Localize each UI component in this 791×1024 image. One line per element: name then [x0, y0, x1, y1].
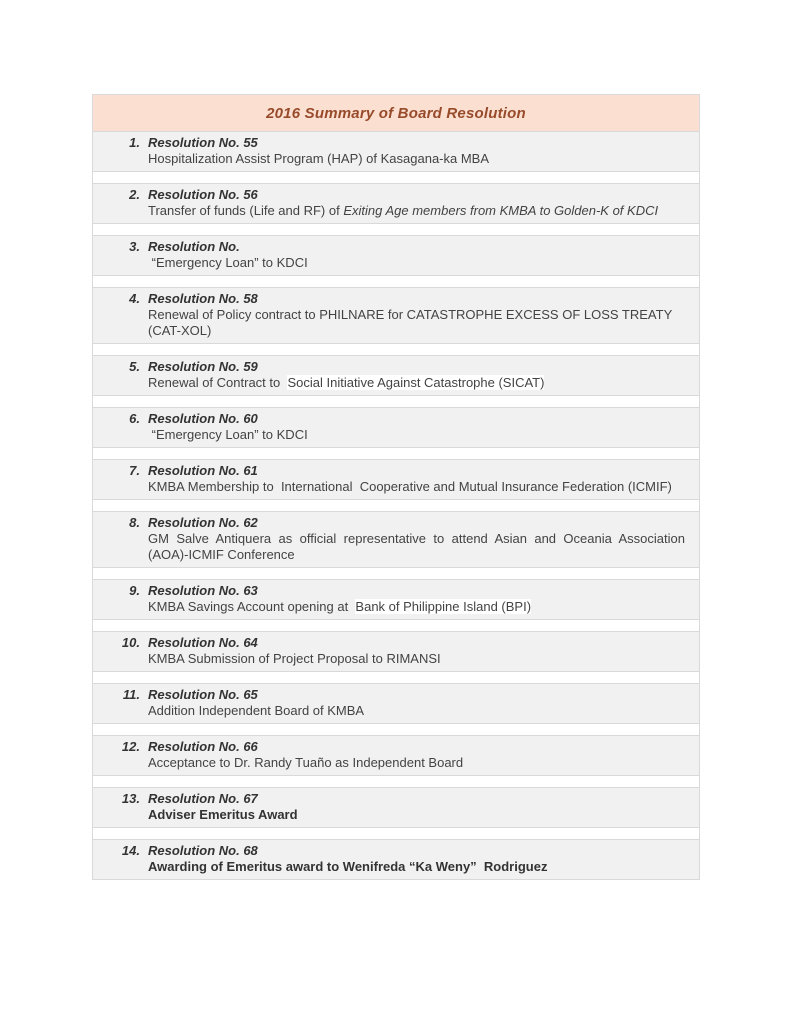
resolution-title: Resolution No. 58: [148, 291, 258, 306]
description-segment-normal: KMBA Savings Account opening at: [148, 599, 356, 614]
row-spacer: [93, 448, 699, 460]
resolution-description: [148, 255, 685, 271]
resolution-row: [93, 460, 699, 500]
resolution-title: Resolution No. 55: [148, 135, 258, 150]
row-spacer: [93, 396, 699, 408]
row-spacer: [93, 224, 699, 236]
resolution-title: Resolution No. 65: [148, 687, 258, 702]
description-segment-normal: KMBA Membership to International Cooperative and Mutual Insurance Federation (ICMIF): [148, 479, 672, 494]
row-spacer: [93, 828, 699, 840]
description-segment-bold: Awarding of Emeritus award to Wenifreda “Ka Weny” Rodriguez: [148, 859, 548, 874]
description-segment-normal: KMBA Submission of Project Proposal to RIMANSI: [148, 651, 441, 666]
resolution-description: [148, 859, 685, 875]
resolution-title: Resolution No. 62: [148, 515, 258, 530]
resolution-number: 13.: [121, 791, 140, 806]
resolution-description: [148, 755, 685, 771]
resolution-title: Resolution No.: [148, 239, 240, 254]
resolution-description: [148, 807, 685, 823]
description-segment-bold: Adviser Emeritus Award: [148, 807, 298, 822]
table-title: 2016 Summary of Board Resolution: [266, 104, 526, 122]
resolution-number: 1.: [129, 135, 140, 150]
resolution-body: [148, 515, 699, 563]
resolution-number: 5.: [129, 359, 140, 374]
resolution-number: 8.: [129, 515, 140, 530]
description-segment-italic: Exiting Age members from KMBA to Golden-K of KDCI: [343, 203, 659, 218]
resolution-rows: [93, 132, 699, 879]
resolution-number: 10.: [121, 635, 140, 650]
description-segment-normal: Transfer of funds (Life and RF) of: [148, 203, 344, 218]
resolution-body: [148, 411, 699, 443]
resolution-number: 7.: [129, 463, 140, 478]
resolution-description: [148, 307, 685, 339]
resolution-row: [93, 840, 699, 879]
row-spacer: [93, 776, 699, 788]
resolution-body: [148, 463, 699, 495]
resolution-title: Resolution No. 66: [148, 739, 258, 754]
resolution-description: [148, 703, 685, 719]
resolution-title: Resolution No. 63: [148, 583, 258, 598]
resolution-body: [148, 135, 699, 167]
resolution-description: [148, 375, 685, 391]
description-segment-normal: GM Salve Antiquera as official representative to attend Asian and Oceania Association (AOA)-ICMIF Conference: [148, 531, 689, 562]
resolution-title: Resolution No. 68: [148, 843, 258, 858]
resolution-row: [93, 132, 699, 172]
resolution-row: [93, 684, 699, 724]
resolution-body: [148, 239, 699, 271]
resolution-description: [148, 479, 685, 495]
resolution-row: [93, 736, 699, 776]
description-segment-normal: Addition Independent Board of KMBA: [148, 703, 365, 718]
resolution-description: [148, 651, 685, 667]
resolution-title: Resolution No. 60: [148, 411, 258, 426]
description-segment-normal: Hospitalization Assist Program (HAP) of Kasagana-ka MBA: [148, 151, 490, 166]
resolution-description: [148, 203, 685, 219]
resolution-body: [148, 687, 699, 719]
description-segment-normal: “Emergency Loan” to KDCI: [148, 427, 308, 442]
row-spacer: [93, 672, 699, 684]
resolution-row: [93, 512, 699, 568]
resolution-title: Resolution No. 61: [148, 463, 258, 478]
resolution-body: [148, 843, 699, 875]
description-segment-normal: Acceptance to Dr. Randy Tuaño as Independent Board: [148, 755, 464, 770]
resolution-row: [93, 632, 699, 672]
description-segment-normal: Renewal of Policy contract to PHILNARE for CATASTROPHE EXCESS OF LOSS TREATY (CAT-XOL): [148, 307, 676, 338]
resolution-row: [93, 408, 699, 448]
resolution-table: [92, 94, 700, 880]
resolution-body: [148, 359, 699, 391]
resolution-body: [148, 187, 699, 219]
row-spacer: [93, 568, 699, 580]
resolution-number: 12.: [121, 739, 140, 754]
resolution-description: [148, 599, 685, 615]
table-header: [93, 95, 699, 132]
resolution-body: [148, 635, 699, 667]
resolution-title: Resolution No. 59: [148, 359, 258, 374]
resolution-title: Resolution No. 64: [148, 635, 258, 650]
description-segment-highlight: Bank of Philippine Island (BPI): [355, 599, 532, 614]
resolution-number: 4.: [129, 291, 140, 306]
resolution-number: 14.: [121, 843, 140, 858]
resolution-row: [93, 788, 699, 828]
row-spacer: [93, 172, 699, 184]
row-spacer: [93, 724, 699, 736]
resolution-body: [148, 791, 699, 823]
resolution-body: [148, 583, 699, 615]
description-segment-normal: “Emergency Loan” to KDCI: [148, 255, 308, 270]
resolution-row: [93, 356, 699, 396]
resolution-row: [93, 288, 699, 344]
resolution-title: Resolution No. 67: [148, 791, 258, 806]
resolution-number: 2.: [129, 187, 140, 202]
resolution-number: 11.: [122, 687, 140, 702]
row-spacer: [93, 276, 699, 288]
resolution-number: 6.: [129, 411, 140, 426]
description-segment-normal: Renewal of Contract to: [148, 375, 288, 390]
resolution-title: Resolution No. 56: [148, 187, 258, 202]
resolution-row: [93, 580, 699, 620]
resolution-description: [148, 531, 689, 563]
row-spacer: [93, 500, 699, 512]
row-spacer: [93, 344, 699, 356]
resolution-number: 3.: [129, 239, 140, 254]
resolution-description: [148, 151, 685, 167]
resolution-number: 9.: [129, 583, 140, 598]
description-segment-highlight: Social Initiative Against Catastrophe (SICAT): [287, 375, 545, 390]
resolution-body: [148, 739, 699, 771]
resolution-body: [148, 291, 699, 339]
resolution-row: [93, 184, 699, 224]
resolution-row: [93, 236, 699, 276]
row-spacer: [93, 620, 699, 632]
resolution-description: [148, 427, 685, 443]
